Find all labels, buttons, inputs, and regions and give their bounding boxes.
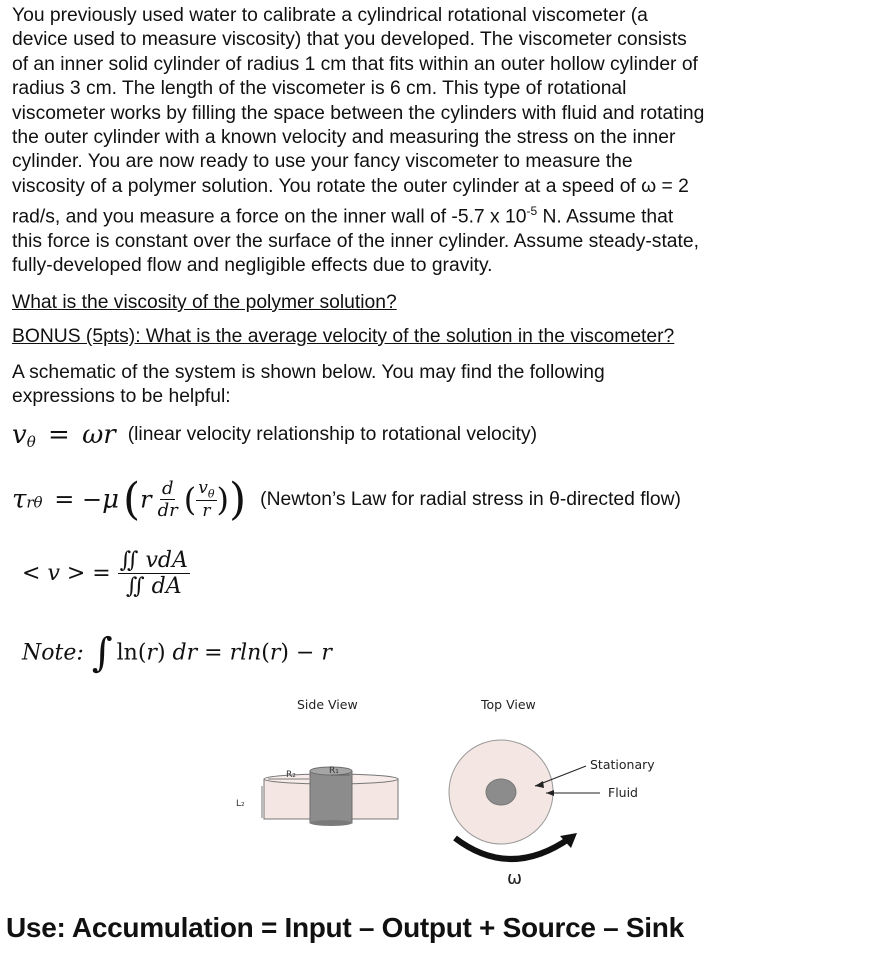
note-label: Note: <box>22 640 84 666</box>
side-view-label: Side View <box>297 697 358 712</box>
top-view <box>449 740 600 859</box>
exponent: -5 <box>526 204 538 219</box>
stationary-label: Stationary <box>590 757 655 772</box>
problem-line: device used to measure viscosity) that you developed. The viscometer consists <box>12 29 687 51</box>
equation-newton-stress: $\tau_{r\theta} = -\mu$ (r $\frac{d}{dr}$ ( $\frac{v_\theta}{r}$ )) (Newton’s Law for radial stress in θ-directed flow) <box>12 474 681 525</box>
equation-linear-velocity: $v_\theta = \omega r$ (linear velocity relationship to rotational velocity) <box>12 420 538 452</box>
intro-line: A schematic of the system is shown below. You may find the following <box>12 362 605 383</box>
problem-line: You previously used water to calibrate a cylindrical rotational viscometer (a <box>12 5 648 26</box>
side-inner-cylinder <box>310 771 352 823</box>
note-integral: Note: ∫ ln(r) dr = rln(r) − r <box>22 630 332 676</box>
problem-line: cylinder. You are now ready to use your fancy viscometer to measure the <box>12 151 633 173</box>
question-bonus: BONUS (5pts): What is the average velocity of the solution in the viscometer? <box>12 326 675 347</box>
intro-line: expressions to be helpful: <box>12 386 231 407</box>
omega-label: ω <box>507 868 523 889</box>
problem-line: viscosity of a polymer solution. You rotate the outer cylinder at a speed of ω = 2 <box>12 175 689 197</box>
equation-description: (linear velocity relationship to rotational velocity) <box>127 424 538 445</box>
equation-description: (Newton’s Law for radial stress in θ-directed flow) <box>260 488 681 510</box>
top-inner-cylinder <box>486 779 516 805</box>
problem-line: viscometer works by filling the space between the cylinders with fluid and rotating <box>12 102 705 124</box>
fluid-label: Fluid <box>608 785 638 800</box>
question-viscosity: What is the viscosity of the polymer solution? <box>12 292 397 313</box>
problem-line: the outer cylinder with a known velocity and measuring the stress on the inner <box>12 127 676 149</box>
problem-line: radius 3 cm. The length of the viscometer is 6 cm. This type of rotational <box>12 78 627 100</box>
r2-label: R₂ <box>286 770 296 780</box>
problem-line: of an inner solid cylinder of radius 1 cm that fits within an outer hollow cylinder of <box>12 53 698 75</box>
problem-line: fully-developed flow and negligible effects due to gravity. <box>12 255 493 277</box>
equation-average-velocity: < v > = $\frac{\text{∬ vdA}}{∬ dA}$ <box>22 548 188 599</box>
problem-line: rad/s, and you measure a force on the inner wall of -5.7 x $10^{-5}$ N. Assume that <box>12 204 674 228</box>
balance-equation: Use: Accumulation = Input – Output + Source – Sink <box>6 912 684 943</box>
problem-line: this force is constant over the surface of the inner cylinder. Assume steady-state, <box>12 231 699 253</box>
r1-label: R₁ <box>329 766 339 776</box>
top-view-label: Top View <box>481 697 536 712</box>
l2-label: L₂ <box>236 799 245 809</box>
